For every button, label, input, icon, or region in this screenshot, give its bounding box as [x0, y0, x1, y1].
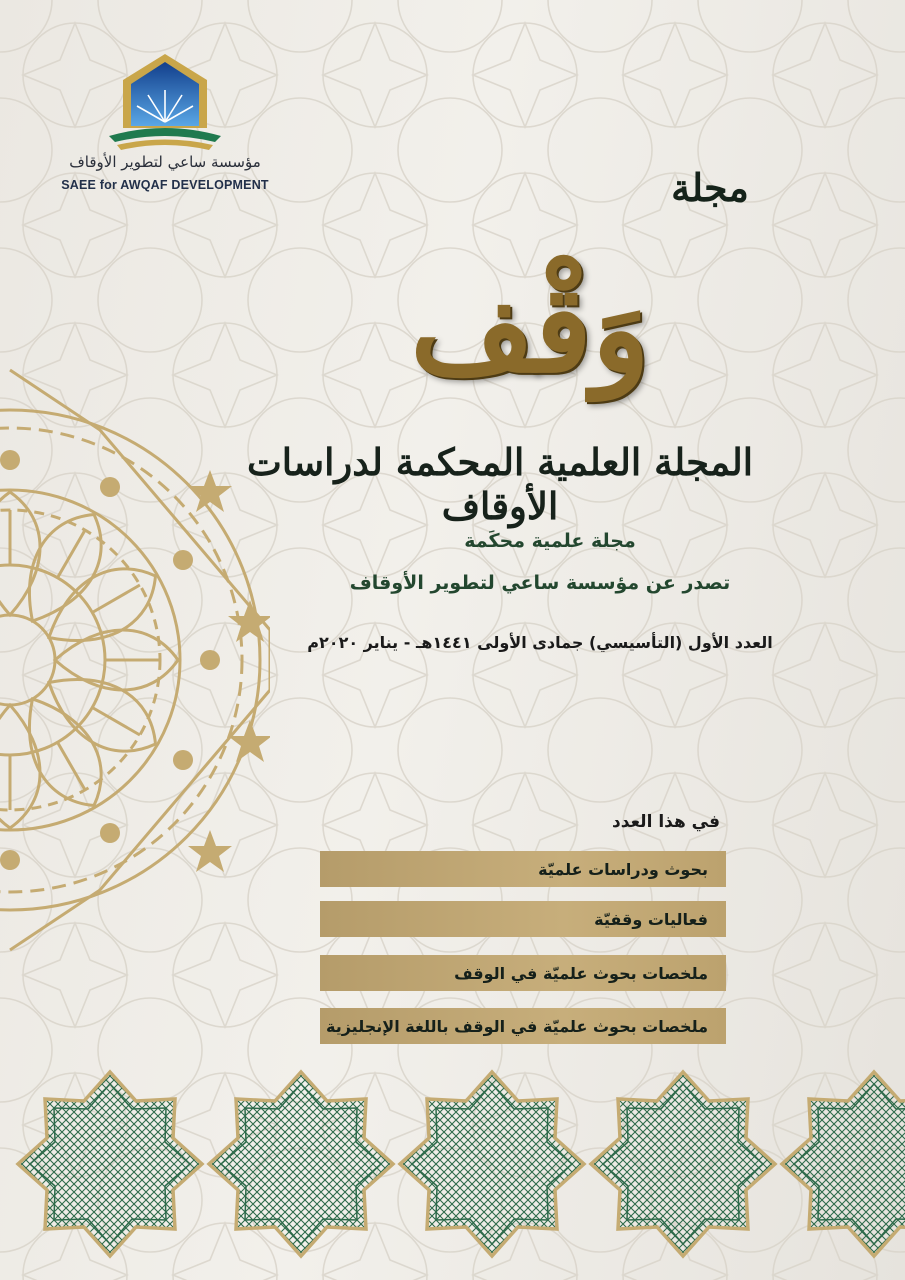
issue-line: العدد الأول (التأسيسي) جمادى الأولى ١٤٤١هـ - يناير ٢٠٢٠م: [307, 633, 773, 652]
logo-name-english: SAEE for AWQAF DEVELOPMENT: [61, 178, 269, 192]
mosque-dome-logo-icon: [103, 50, 228, 155]
contents-item: فعاليات وقفيّة: [320, 901, 726, 937]
publisher-line: تصدر عن مؤسسة ساعي لتطوير الأوقاف: [349, 572, 731, 594]
contents-item: بحوث ودراسات علميّة: [320, 851, 726, 887]
contents-item: ملخصات بحوث علميّة في الوقف باللغة الإنجليزية: [320, 1008, 726, 1044]
journal-subtitle: المجلة العلمية المحكمة لدراسات الأوقاف: [246, 440, 754, 528]
contents-item: ملخصات بحوث علميّة في الوقف: [320, 955, 726, 991]
journal-title: وَقْف: [410, 259, 650, 400]
logo-name-arabic: مؤسسة ساعي لتطوير الأوقاف: [69, 153, 261, 171]
journal-type-line: مجلة علمية محكَمة: [464, 530, 636, 552]
star-tile-row: [0, 1068, 905, 1260]
journal-label: مجلة: [671, 165, 749, 210]
contents-heading: في هذا العدد: [612, 812, 720, 832]
